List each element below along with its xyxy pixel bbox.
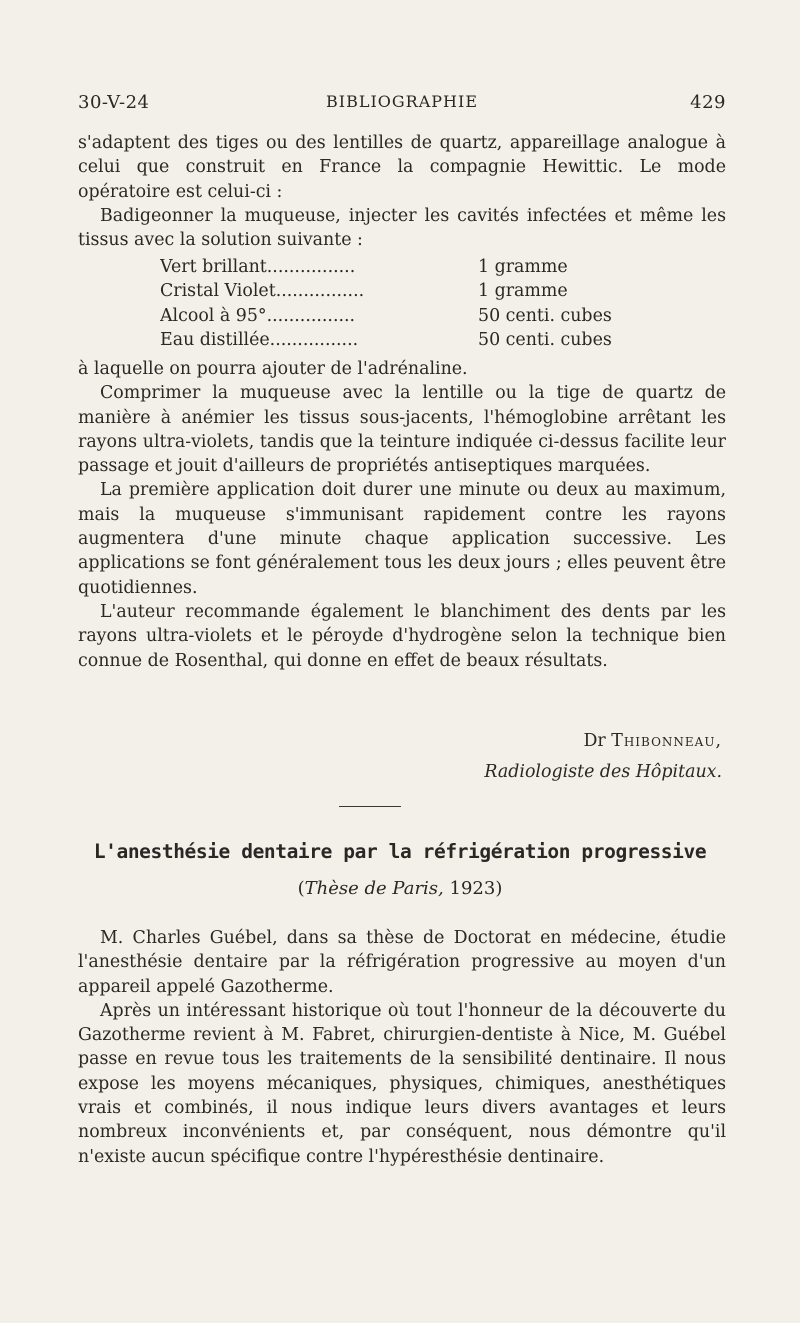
leader-dots: ................ — [269, 329, 359, 350]
ingredient-name: Alcool à 95°................ — [160, 305, 356, 326]
ingredient-quantity: 50 centi. cubes — [478, 329, 612, 350]
formula-row — [160, 306, 640, 330]
formula-row — [160, 281, 640, 305]
paragraph: à laquelle on pourra ajouter de l'adrénaline. — [78, 359, 468, 379]
section-divider — [339, 806, 401, 807]
article2-title: L'anesthésie dentaire par la réfrigération progressive — [93, 840, 707, 863]
formula-table — [160, 257, 640, 354]
ingredient-quantity: 1 gramme — [478, 281, 568, 302]
header-section: BIBLIOGRAPHIE — [326, 92, 478, 111]
ingredient-name: Vert brillant................ — [160, 257, 356, 277]
paragraph: M. Charles Guébel, dans sa thèse de Doctorat en médecine, étudie l'anesthésie dentaire par la réfrigération progressive au moyen d'un appareil appelé Gazotherme. — [78, 928, 726, 997]
ingredient-name: Cristal Violet................ — [160, 281, 365, 302]
article2-body — [78, 926, 726, 1169]
paragraph: s'adaptent des tiges ou des lentilles de quartz, appareillage analogue à celui que construit en France la compagnie Hewittic. Le mode opératoire est celui-ci : — [78, 133, 726, 202]
signature — [484, 726, 722, 788]
article1-intro — [78, 131, 726, 252]
paragraph: L'auteur recommande également le blanchiment des dents par les rayons ultra-violets et le péroyde d'hydrogène selon la technique bien connue de Rosenthal, qui donne en effet de beaux résultats. — [78, 601, 726, 671]
ingredient-quantity: 50 centi. cubes — [478, 305, 612, 326]
leader-dots: ................ — [266, 305, 356, 326]
leader-dots: ................ — [266, 257, 356, 277]
page-number: 429 — [690, 92, 726, 113]
formula-row — [160, 257, 640, 281]
paragraph: Badigeonner la muqueuse, injecter les cavités infectées et même les tissus avec la solution suivante : — [78, 205, 726, 251]
formula-row — [160, 330, 640, 354]
signature-author: Dr Thibonneau, — [583, 731, 722, 751]
paragraph: Comprimer la muqueuse avec la lentille ou la tige de quartz de manière à anémier les tissus sous-jacents, l'hémoglobine arrêtant les rayons ultra-violets, tandis que la teinture indiquée ci-dessus facilite leur passage et jouit d'ailleurs de propriétés antiseptiques marquées. — [78, 383, 726, 477]
running-header — [78, 92, 726, 122]
paragraph: La première application doit durer une minute ou deux au maximum, mais la muqueuse s'immunisant rapidement contre les rayons augmentera d'une minute chaque application successive. Les applications se font généralement tous les deux jours ; elles peuvent être quotidiennes. — [78, 480, 726, 598]
leader-dots: ................ — [275, 281, 365, 302]
article1-body — [78, 357, 726, 673]
ingredient-name: Eau distillée................ — [160, 329, 359, 350]
paragraph: Après un intéressant historique où tout l'honneur de la découverte du Gazotherme revient à M. Fabret, chirurgien-dentiste à Nice, M. Guébel passe en revue tous les traitements de la sensibilité dentinaire. Il nous expose les moyens mécaniques, physiques, chimiques, anesthétiques vrais et combinés, il nous indique leurs divers avantages et leurs nombreux inconvénients et, par conséquent, nous démontre qu'il n'existe aucun spécifique contre l'hypéresthésie dentinaire. — [78, 1000, 726, 1167]
article2-subtitle: (Thèse de Paris, 1923) — [297, 878, 503, 899]
signature-role: Radiologiste des Hôpitaux. — [484, 762, 722, 782]
header-date: 30-V-24 — [78, 92, 150, 113]
ingredient-quantity: 1 gramme — [478, 257, 568, 277]
